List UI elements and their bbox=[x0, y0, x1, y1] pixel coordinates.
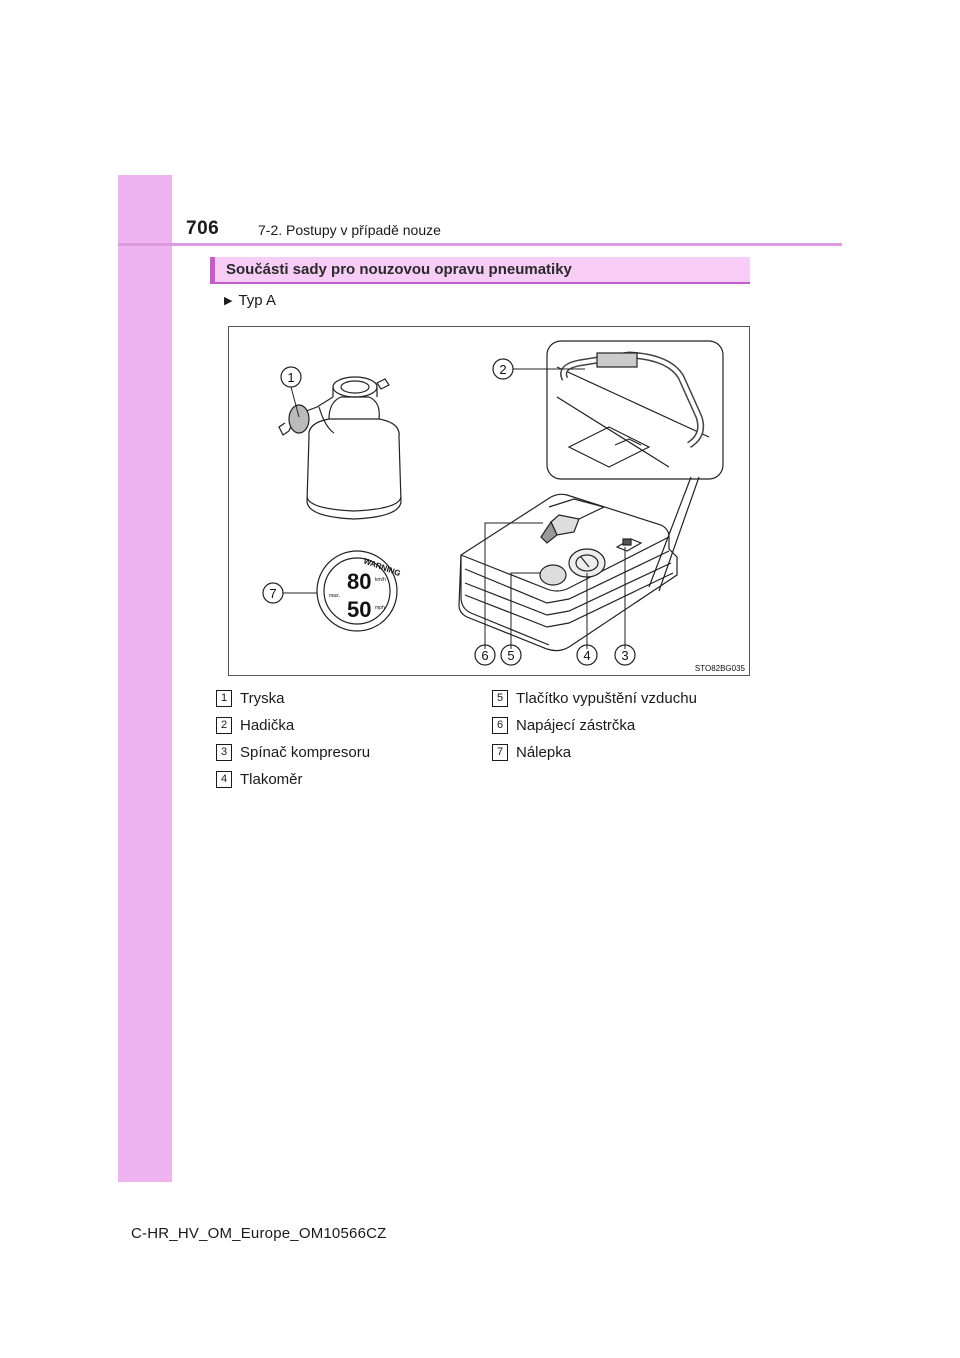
callout-6: 6 bbox=[481, 648, 489, 663]
legend-number-1: 1 bbox=[216, 690, 232, 707]
legend-number-5: 5 bbox=[492, 690, 508, 707]
type-label-row bbox=[224, 292, 276, 309]
section-heading bbox=[210, 257, 750, 284]
footer-doc-code: C-HR_HV_OM_Europe_OM10566CZ bbox=[131, 1225, 387, 1242]
sticker-warning-text: WARNING bbox=[362, 556, 402, 579]
callout-1: 1 bbox=[287, 370, 295, 385]
legend-label-6: Napájecí zástrčka bbox=[516, 717, 636, 734]
legend-label-7: Nálepka bbox=[516, 744, 572, 761]
triangle-bullet-icon: ▶ bbox=[224, 295, 233, 307]
callout-2: 2 bbox=[499, 362, 507, 377]
callout-4: 4 bbox=[583, 648, 591, 663]
sticker-unit-kmh: km/h bbox=[375, 577, 386, 583]
legend-label-1: Tryska bbox=[240, 690, 285, 707]
legend-label-2: Hadička bbox=[240, 717, 295, 734]
legend-number-3: 3 bbox=[216, 744, 232, 761]
figure-callout-numbers bbox=[269, 362, 628, 663]
legend-item-1 bbox=[216, 690, 284, 707]
sticker-max: max. bbox=[329, 593, 340, 599]
page-number: 706 bbox=[186, 218, 220, 239]
legend-item-6 bbox=[492, 717, 635, 734]
legend-item-5 bbox=[492, 690, 697, 707]
sticker-unit-mph: mph bbox=[375, 605, 385, 611]
legend-item-4 bbox=[216, 771, 303, 788]
sticker-speed-mph: 50 bbox=[347, 597, 372, 622]
sealant-bottle-drawing bbox=[279, 377, 401, 519]
type-label: Typ A bbox=[238, 292, 276, 309]
callout-3: 3 bbox=[621, 648, 629, 663]
callout-5: 5 bbox=[507, 648, 515, 663]
legend-item-2 bbox=[216, 717, 294, 734]
legend-label-4: Tlakoměr bbox=[240, 771, 303, 788]
legend-item-3 bbox=[216, 744, 370, 761]
compressor-drawing bbox=[459, 494, 677, 650]
legend-number-2: 2 bbox=[216, 717, 232, 734]
repair-kit-illustration bbox=[228, 326, 750, 676]
legend-number-7: 7 bbox=[492, 744, 508, 761]
callout-7: 7 bbox=[269, 586, 277, 601]
side-tab bbox=[118, 175, 172, 1182]
header-rule bbox=[118, 243, 842, 246]
section-title: Součásti sady pro nouzovou opravu pneumatiky bbox=[226, 261, 572, 278]
figure-code: STO82BG035 bbox=[694, 664, 745, 673]
legend-number-4: 4 bbox=[216, 771, 232, 788]
legend-number-6: 6 bbox=[492, 717, 508, 734]
legend-label-3: Spínač kompresoru bbox=[240, 744, 371, 761]
sticker-speed-kmh: 80 bbox=[347, 569, 372, 594]
hose-inset-drawing bbox=[547, 341, 723, 479]
legend-label-5: Tlačítko vypuštění vzduchu bbox=[516, 690, 697, 707]
chapter-title: 7-2. Postupy v případě nouze bbox=[258, 222, 441, 238]
legend-item-7 bbox=[492, 744, 571, 761]
